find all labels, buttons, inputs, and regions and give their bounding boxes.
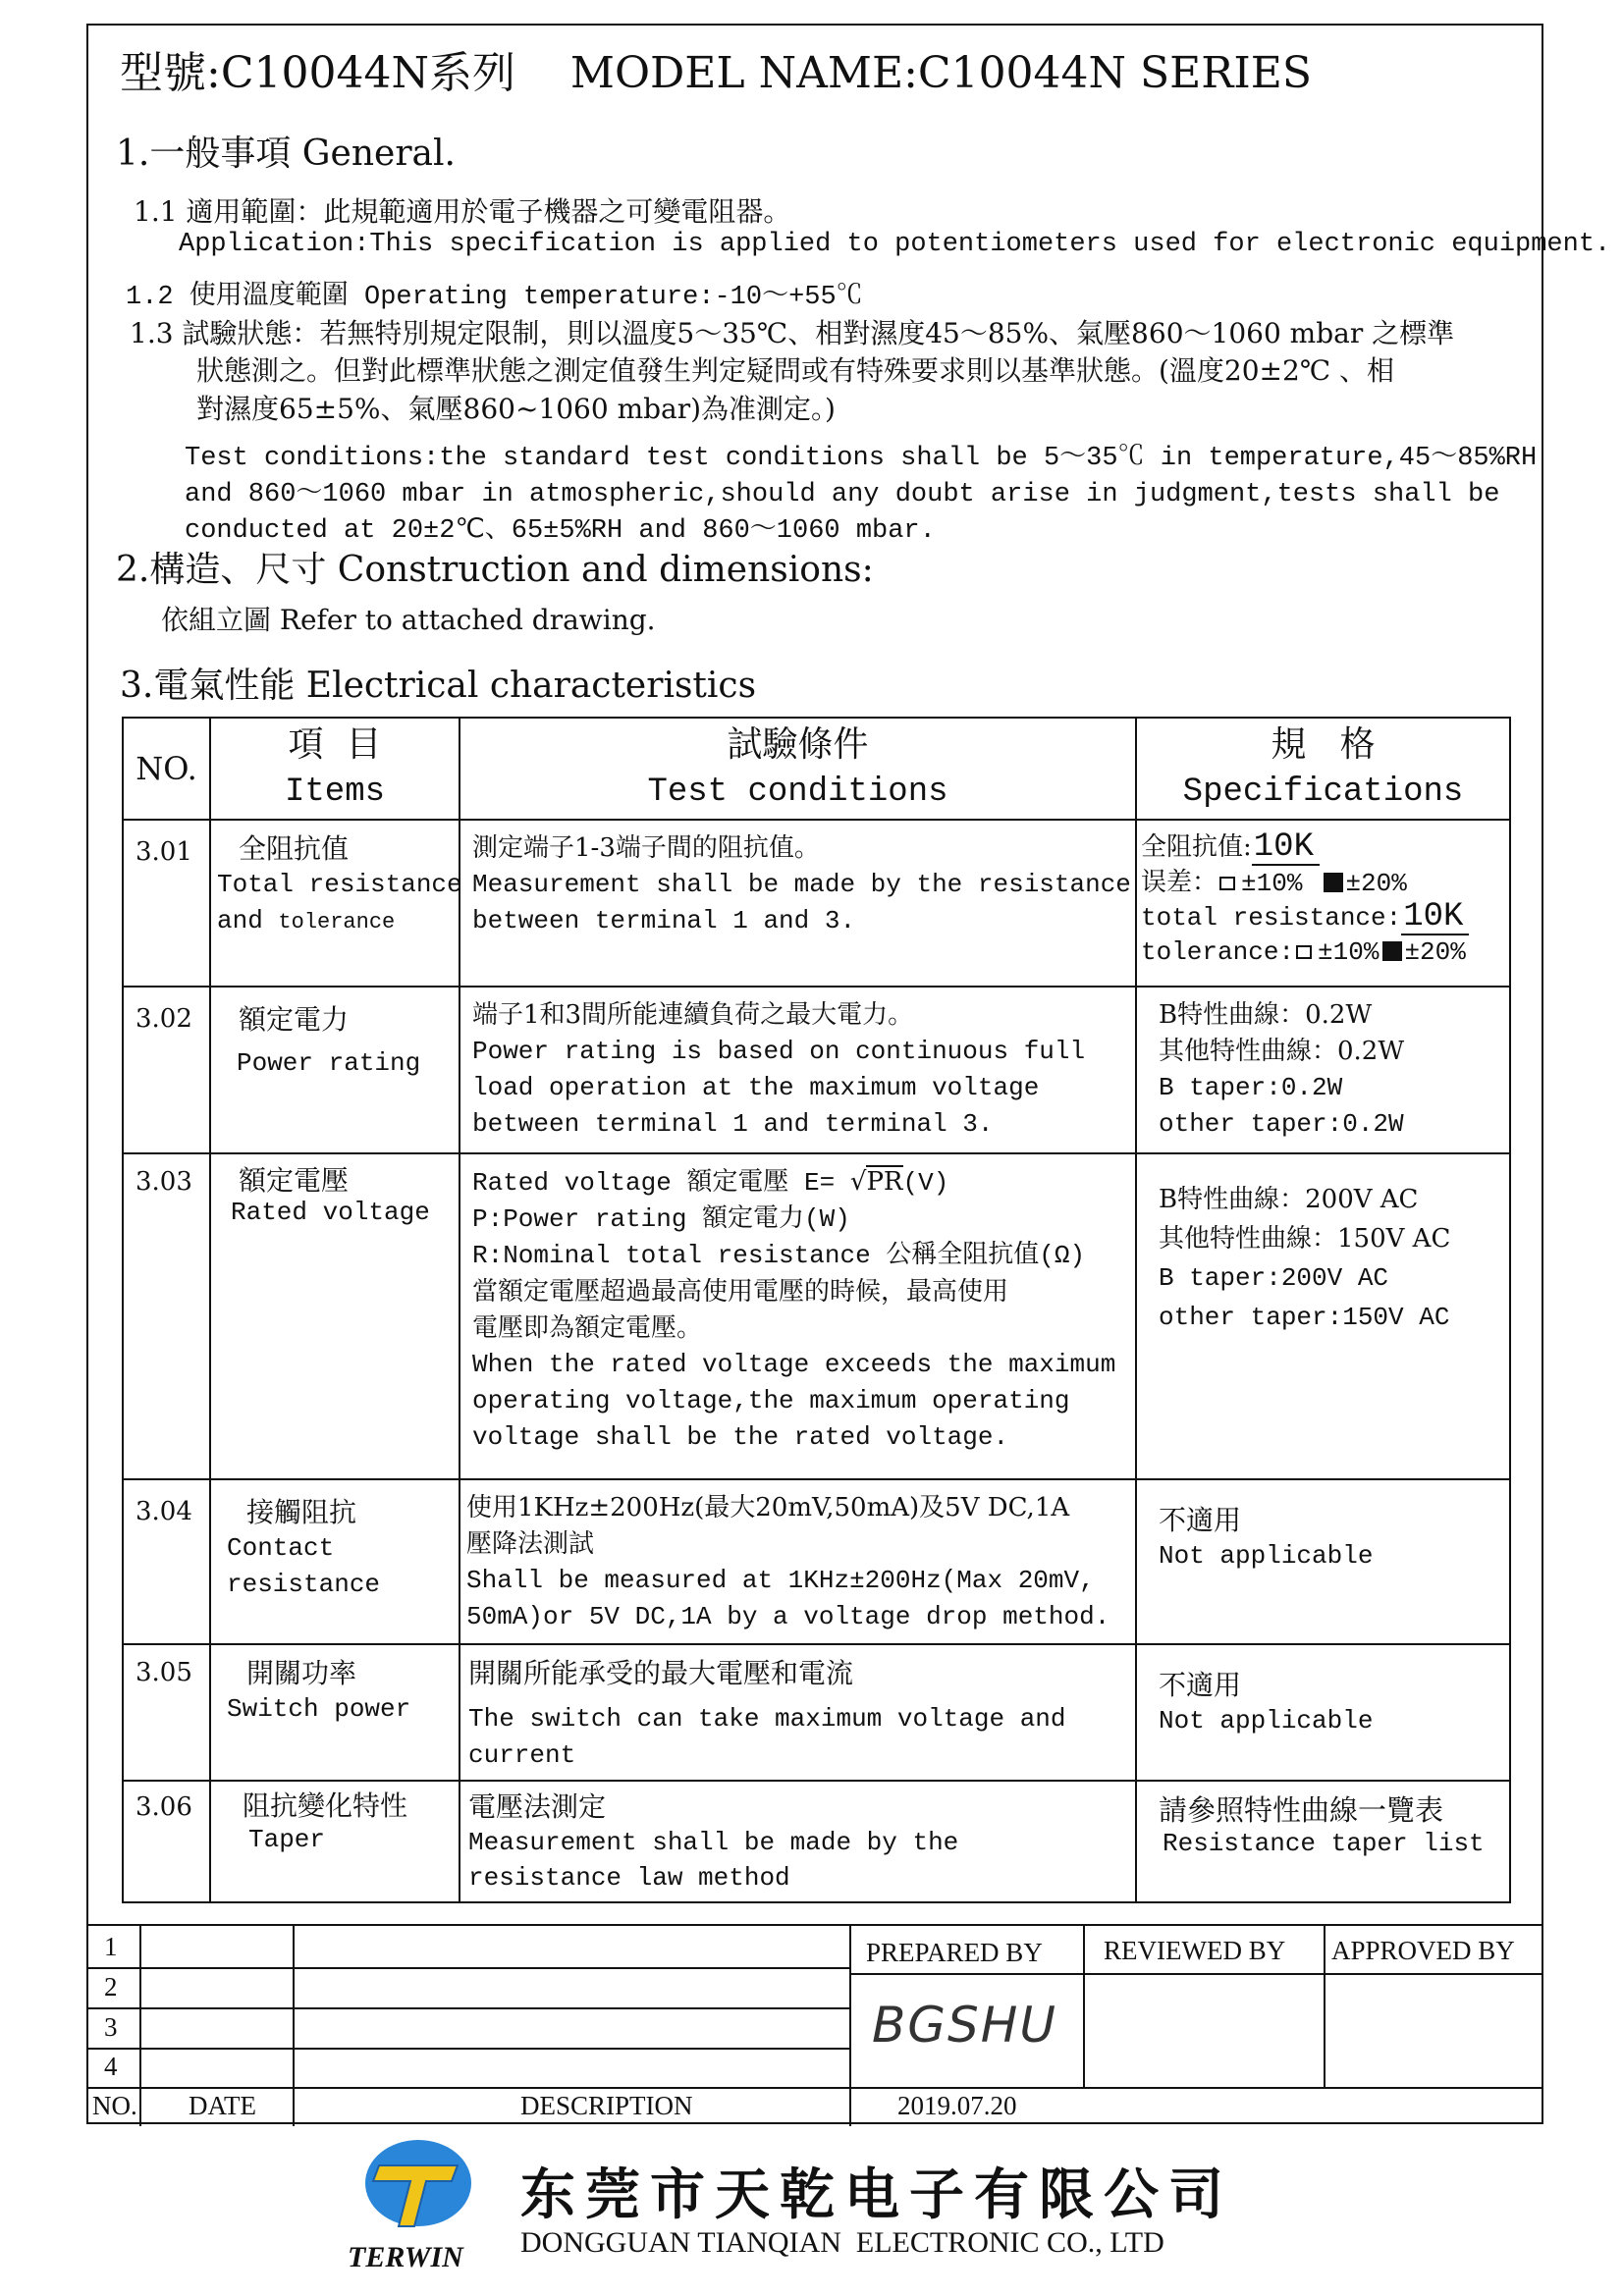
revision-col-date: DATE bbox=[189, 2091, 256, 2120]
spec-line: B特性曲線：0.2W bbox=[1159, 1000, 1373, 1030]
test-line: between terminal 1 and terminal 3. bbox=[472, 1109, 994, 1139]
spec-option: ±20% bbox=[1345, 869, 1407, 898]
spec-label: total resistance: bbox=[1141, 903, 1402, 933]
test-line: current bbox=[468, 1740, 576, 1770]
revision-col-no: NO. bbox=[92, 2091, 137, 2120]
test-line: 端子1和3間所能連續負荷之最大電力。 bbox=[472, 1000, 914, 1030]
test-line: 當額定電壓超過最高使用電壓的時候，最高使用 bbox=[472, 1277, 1009, 1307]
test-line: load operation at the maximum voltage bbox=[472, 1073, 1040, 1102]
spec-line: Not applicable bbox=[1159, 1706, 1374, 1735]
general-1-2: 1.2 使用溫度範圍 Operating temperature:-10～+55℃ bbox=[126, 283, 863, 312]
item-zh: 額定電壓 bbox=[239, 1164, 350, 1197]
spec-line: other taper:150V AC bbox=[1159, 1303, 1450, 1332]
general-1-3-zh-line2: 狀態測之。但對此標準狀態之測定值發生判定疑問或有特殊要求則以基準狀態。(溫度20±2℃ 、相 bbox=[196, 354, 1395, 387]
spec-line: 不適用 bbox=[1159, 1504, 1242, 1536]
test-line: between terminal 1 and 3. bbox=[472, 906, 856, 935]
test-line: R:Nominal total resistance 公稱全阻抗值(Ω) bbox=[472, 1241, 1086, 1270]
general-1-1-zh: 1.1 適用範圍：此規範適用於電子機器之可變電阻器。 bbox=[134, 195, 791, 228]
item-zh: 阻抗變化特性 bbox=[243, 1789, 408, 1822]
spec-value: 10K bbox=[1252, 830, 1320, 866]
item-en: tolerance bbox=[278, 910, 396, 934]
company-name-en: DONGGUAN TIANQIAN ELECTRONIC CO., LTD bbox=[520, 2226, 1164, 2259]
table-row bbox=[123, 1479, 1510, 1644]
test-line: 壓降法測試 bbox=[466, 1529, 595, 1559]
item-en: Taper bbox=[248, 1825, 326, 1854]
test-line: 電壓即為額定電壓。 bbox=[472, 1313, 703, 1343]
header-specifications: 規 格 Specifications bbox=[1136, 718, 1510, 820]
test-line: Measurement shall be made by the bbox=[468, 1828, 959, 1857]
row-no: 3.02 bbox=[135, 1004, 192, 1034]
table-row bbox=[123, 1781, 1510, 1902]
formula-radicand: PR bbox=[866, 1167, 903, 1197]
item-en: Total resistance bbox=[217, 870, 462, 899]
formula-unit: (V) bbox=[902, 1168, 949, 1198]
test-line: 開關所能承受的最大電壓和電流 bbox=[468, 1657, 854, 1689]
test-line: Power rating is based on continuous full bbox=[472, 1037, 1086, 1066]
spec-line: B特性曲線：200V AC bbox=[1159, 1185, 1419, 1214]
test-line: operating voltage,the maximum operating bbox=[472, 1386, 1070, 1415]
spec-option: ±10% bbox=[1241, 869, 1303, 898]
approved-by-label: APPROVED BY bbox=[1331, 1936, 1515, 1965]
table-header-row bbox=[123, 718, 1510, 820]
section-electrical-heading: 3.電氣性能 Electrical characteristics bbox=[120, 666, 757, 706]
header-items: 項 目 Items bbox=[210, 718, 460, 820]
formula-text: Rated voltage 額定電壓 E= bbox=[472, 1168, 836, 1198]
checkbox-unchecked-icon bbox=[1219, 877, 1235, 890]
item-zh: 額定電力 bbox=[239, 1003, 350, 1036]
test-line: voltage shall be the rated voltage. bbox=[472, 1422, 1009, 1452]
item-zh: 開關功率 bbox=[246, 1657, 357, 1689]
spec-line: 不適用 bbox=[1159, 1669, 1242, 1701]
item-en: Contact bbox=[227, 1533, 335, 1563]
revision-row-4: 4 bbox=[104, 2052, 118, 2081]
prepared-date: 2019.07.20 bbox=[897, 2091, 1017, 2120]
item-en: Power rating bbox=[237, 1048, 421, 1078]
test-line: 電壓法測定 bbox=[468, 1790, 607, 1823]
test-line: Measurement shall be made by the resistance bbox=[472, 870, 1131, 899]
checkbox-unchecked-icon bbox=[1296, 945, 1312, 959]
test-line: P:Power rating 額定電力(W) bbox=[472, 1204, 850, 1234]
row-no: 3.05 bbox=[135, 1658, 192, 1687]
header-test-conditions: 試驗條件 Test conditions bbox=[460, 718, 1136, 820]
spec-line: other taper:0.2W bbox=[1159, 1109, 1404, 1139]
revision-row-1: 1 bbox=[104, 1932, 118, 1961]
spec-line: 請參照特性曲線一覽表 bbox=[1159, 1793, 1444, 1827]
checkbox-checked-icon bbox=[1324, 873, 1343, 892]
test-line: Shall be measured at 1KHz±200Hz(Max 20mV, bbox=[466, 1566, 1095, 1595]
test-line: 測定端子1-3端子間的阻抗值。 bbox=[472, 833, 820, 863]
page-title: 型號:C10044N系列 MODEL NAME:C10044N SERIES bbox=[120, 48, 1313, 98]
spec-label: 误差： bbox=[1141, 868, 1218, 897]
spec-line: 其他特性曲線：0.2W bbox=[1159, 1037, 1405, 1066]
test-line: resistance law method bbox=[468, 1863, 790, 1893]
row-no: 3.04 bbox=[135, 1497, 192, 1526]
spec-option: ±10% bbox=[1318, 937, 1380, 967]
terwin-logo-icon bbox=[361, 2136, 475, 2236]
table-row bbox=[123, 1644, 1510, 1781]
item-en: Switch power bbox=[227, 1694, 411, 1724]
item-zh: 接觸阻抗 bbox=[246, 1496, 357, 1528]
electrical-table bbox=[122, 717, 1511, 1903]
row-no: 3.03 bbox=[135, 1167, 192, 1197]
prepared-by-signature: BGSHU bbox=[872, 1997, 1057, 2054]
item-en: resistance bbox=[227, 1570, 381, 1599]
test-line: 使用1KHz±200Hz(最大20mV,50mA)及5V DC,1A bbox=[466, 1493, 1070, 1522]
spec-line: B taper:200V AC bbox=[1159, 1263, 1389, 1293]
test-line: When the rated voltage exceeds the maximum bbox=[472, 1350, 1116, 1379]
item-en: Rated voltage bbox=[231, 1198, 430, 1227]
general-1-3-zh-line1: 1.3 試驗狀態：若無特別規定限制，則以溫度5～35℃、相對濕度45～85%、氣壓860～1060 mbar 之標準 bbox=[130, 317, 1455, 349]
row-no: 3.01 bbox=[135, 837, 192, 867]
revision-col-description: DESCRIPTION bbox=[520, 2091, 693, 2120]
terwin-logo-text: TERWIN bbox=[348, 2241, 463, 2273]
spec-value: 10K bbox=[1401, 900, 1469, 935]
revision-row-2: 2 bbox=[104, 1972, 118, 2002]
general-1-1-en: Application:This specification is applied to potentiometers used for electronic equipment. bbox=[179, 230, 1611, 259]
general-1-3-en-line3: conducted at 20±2℃、65±5%RH and 860～1060 mbar. bbox=[185, 516, 936, 546]
row-no: 3.06 bbox=[135, 1792, 192, 1822]
spec-line: 其他特性曲線：150V AC bbox=[1159, 1224, 1451, 1254]
section-construction-heading: 2.構造、尺寸 Construction and dimensions: bbox=[116, 550, 874, 590]
item-en: and bbox=[217, 906, 263, 935]
table-row bbox=[123, 1153, 1510, 1479]
revision-approval-block bbox=[86, 1924, 1543, 2124]
construction-text: 依組立圖 Refer to attached drawing. bbox=[161, 604, 656, 636]
prepared-by-label: PREPARED BY bbox=[866, 1938, 1043, 1967]
reviewed-by-label: REVIEWED BY bbox=[1104, 1936, 1286, 1965]
general-1-3-zh-line3: 對濕度65±5%、氣壓860~1060 mbar)為准測定。) bbox=[196, 393, 836, 425]
section-general-heading: 1.一般事項 General. bbox=[116, 133, 456, 174]
table-row bbox=[123, 987, 1510, 1153]
checkbox-checked-icon bbox=[1382, 941, 1402, 961]
spec-option: ±20% bbox=[1404, 937, 1466, 967]
sqrt-symbol: √PR bbox=[849, 1167, 903, 1197]
spec-line: Not applicable bbox=[1159, 1541, 1374, 1571]
spec-label: tolerance: bbox=[1141, 937, 1295, 967]
table-row bbox=[123, 820, 1510, 987]
general-1-3-en-line2: and 860～1060 mbar in atmospheric,should any doubt arise in judgment,tests shall be bbox=[185, 480, 1500, 509]
revision-row-3: 3 bbox=[104, 2012, 118, 2042]
general-1-3-en-line1: Test conditions:the standard test conditions shall be 5～35℃ in temperature,45～85%RH bbox=[185, 444, 1538, 473]
spec-line: Resistance taper list bbox=[1163, 1829, 1485, 1858]
spec-line: B taper:0.2W bbox=[1159, 1073, 1343, 1102]
spec-label: 全阻抗值: bbox=[1141, 832, 1252, 862]
test-line: The switch can take maximum voltage and bbox=[468, 1704, 1066, 1734]
item-zh: 全阻抗值 bbox=[239, 832, 350, 865]
company-name-zh: 东莞市天乾电子有限公司 bbox=[520, 2163, 1233, 2227]
test-line: 50mA)or 5V DC,1A by a voltage drop method. bbox=[466, 1602, 1110, 1631]
header-no: NO. bbox=[123, 718, 210, 820]
